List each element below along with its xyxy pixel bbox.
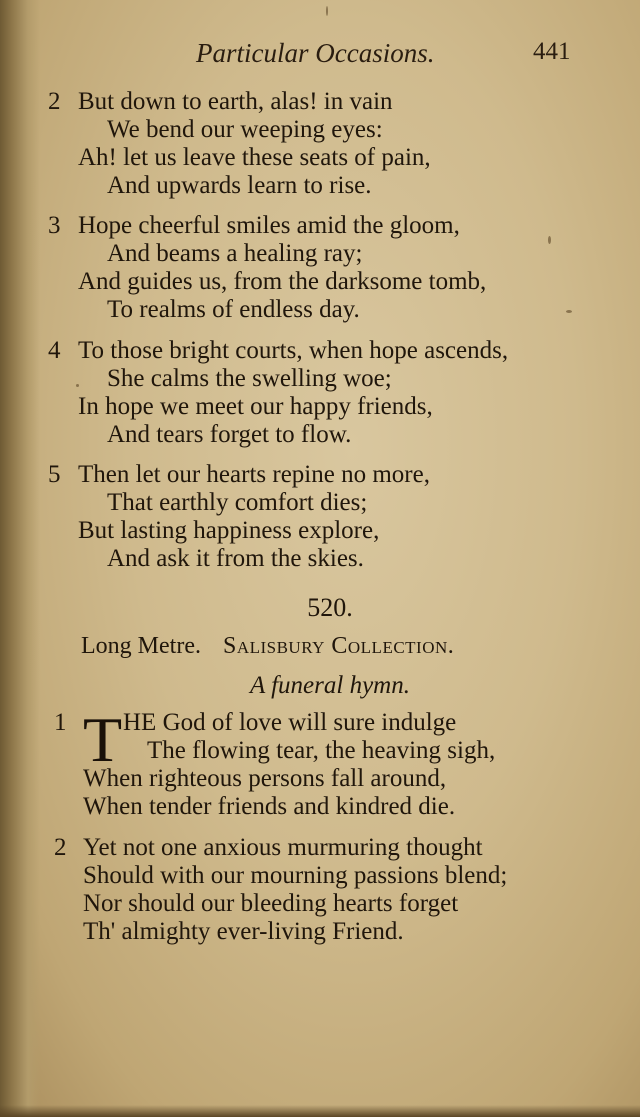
verse-line: The flowing tear, the heaving sigh,: [147, 737, 496, 764]
verse-line: To realms of endless day.: [107, 296, 360, 323]
verse-line: And beams a healing ray;: [107, 240, 363, 267]
verse-line: And upwards learn to rise.: [107, 172, 372, 199]
hymn-subtitle: A funeral hymn.: [250, 672, 410, 699]
stanza-number: 3: [48, 212, 61, 239]
ink-speck: [548, 236, 551, 244]
stanza-3: [48, 212, 486, 324]
ink-speck: [566, 310, 572, 313]
hymn-source: Salisbury Collection.: [222, 633, 455, 659]
page-gutter: [0, 0, 40, 1117]
verse-line: Hope cheerful smiles amid the gloom,: [78, 212, 460, 239]
stanza-number: 2: [54, 834, 67, 861]
hymn-520-stanza-2: [48, 834, 507, 946]
page-bottom-edge: [0, 1105, 640, 1117]
hymn-520-stanza-1: [48, 704, 496, 821]
drop-cap: T: [83, 704, 123, 775]
verse-line: In hope we meet our happy friends,: [78, 393, 433, 420]
verse-line: Should with our mourning passions blend;: [83, 862, 508, 889]
verse-line: Ah! let us leave these seats of pain,: [78, 144, 431, 171]
verse-line: HE God of love will sure indulge: [123, 709, 457, 736]
verse-line: When tender friends and kindred die.: [83, 793, 456, 820]
stanza-number: 4: [48, 337, 61, 364]
verse-line: But down to earth, alas! in vain: [78, 88, 393, 115]
stanza-5: [48, 461, 430, 573]
verse-line: Nor should our bleeding hearts forget: [83, 890, 459, 917]
verse-line: Yet not one anxious murmuring thought: [83, 834, 483, 861]
metre-line: [81, 633, 454, 660]
running-title: Particular Occasions.: [196, 38, 435, 68]
hymn-number: 520.: [307, 593, 353, 622]
stanza-number: 5: [48, 461, 61, 488]
ink-speck: [326, 6, 328, 16]
stanza-number: 1: [54, 709, 67, 736]
stanza-4: [48, 337, 508, 449]
verse-line: To those bright courts, when hope ascends,: [78, 337, 509, 364]
verse-line: When righteous persons fall around,: [83, 765, 447, 792]
verse-line: Then let our hearts repine no more,: [78, 461, 430, 488]
page-number: 441: [533, 38, 571, 65]
stanza-2: [48, 88, 431, 200]
verse-line: She calms the swelling woe;: [107, 365, 392, 392]
hymn-metre: Long Metre.: [81, 633, 201, 659]
verse-line: We bend our weeping eyes:: [107, 116, 383, 143]
verse-line: And tears forget to flow.: [107, 421, 352, 448]
verse-line: And ask it from the skies.: [107, 545, 364, 572]
verse-line: But lasting happiness explore,: [78, 517, 380, 544]
verse-line: Th' almighty ever-living Friend.: [83, 918, 404, 945]
stanza-number: 2: [48, 88, 61, 115]
verse-line: That earthly comfort dies;: [107, 489, 368, 516]
verse-line: And guides us, from the darksome tomb,: [78, 268, 487, 295]
